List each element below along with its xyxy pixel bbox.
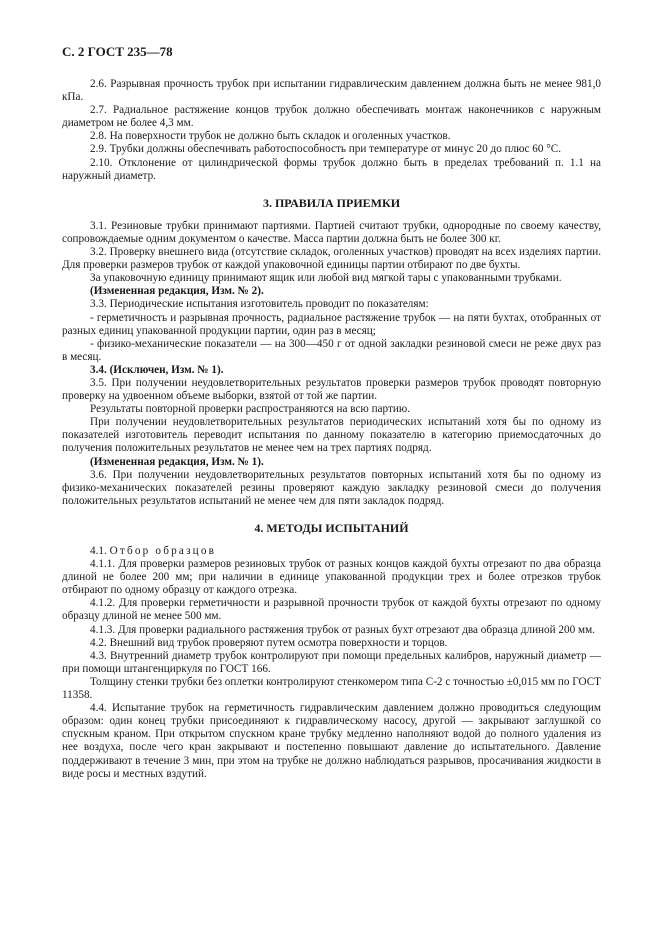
paragraph-2-6: 2.6. Разрывная прочность трубок при испытании гидравлическим давлением должна быть не менее 981,0 кПа. xyxy=(62,78,601,104)
section-3-title: 3. ПРАВИЛА ПРИЕМКИ xyxy=(262,195,401,210)
paragraph-3-5-cont: Результаты повторной проверки распространяются на всю партию. xyxy=(90,403,410,416)
page-header: С. 2 ГОСТ 235—78 xyxy=(62,44,173,59)
paragraph-4-1-2: 4.1.2. Для проверки герметичности и разрывной прочности трубок от каждой бухты отрезают по одному образцу длиной не менее 500 мм. xyxy=(62,597,601,623)
paragraph-2-10: 2.10. Отклонение от цилиндрической формы трубок должно быть в пределах требований п. 1.1 на наружный диаметр. xyxy=(62,156,601,182)
amendment-note: (Измененная редакция, Изм. № 1). xyxy=(90,455,264,468)
paragraph-3-2-cont: За упаковочную единицу принимают ящик или любой вид мягкой тары с упакованными трубками. xyxy=(90,272,562,285)
paragraph-4-1-heading: Отбор образцов xyxy=(109,545,217,557)
paragraph-4-3: 4.3. Внутренний диаметр трубок контролируют при помощи предельных калибров, наружный диаметр — при помощи штангенциркуля по ГОСТ 166. xyxy=(62,649,601,675)
paragraph-3-5-cont-2: При получении неудовлетворительных результатов периодических испытаний хотя бы по одному из показателей изготовитель переводит испытания по данному показателю в категорию приемосдаточных до получения положительных результатов не менее чем на трех партиях подряд. xyxy=(62,416,601,455)
paragraph-4-3-cont: Толщину стенки трубки без оплетки контролируют стенкомером типа С-2 с точностью ±0,015 мм по ГОСТ 11358. xyxy=(62,675,601,702)
paragraph-4-4: 4.4. Испытание трубок на герметичность гидравлическим давлением должно проводиться следующим образом: один конец трубки присоединяют к гидравлическому насосу, другой — закрывают заглушкой со спускным краном. При открытом спускном кране трубку медленно наполняют водой до полного удаления из нее воздуха, после чего кран закрывают и постепенно повышают давление до испытательного. Давление поддерживают в течение 3 мин, при этом на трубке не должно наблюдаться разрывов, просачивания жидкости в виде росы и местных вздутий. xyxy=(62,702,601,780)
paragraph-3-4: 3.4. (Исключен, Изм. № 1). xyxy=(90,363,224,376)
paragraph-3-3: 3.3. Периодические испытания изготовитель проводит по показателям: xyxy=(90,298,429,311)
paragraph-3-3-item-1: - герметичность и разрывная прочность, радиальное растяжение трубок — на пяти бухтах, отобранных от разных единиц упакованной продукции партии, один раз в месяц; xyxy=(62,311,601,337)
document-body xyxy=(62,78,601,781)
paragraph-4-1-3: 4.1.3. Для проверки радиального растяжения трубок от разных бухт отрезают два образца длиной 200 мм. xyxy=(90,623,595,636)
paragraph-3-1: 3.1. Резиновые трубки принимают партиями. Партией считают трубки, однородные по своему качеству, сопровождаемые одним документом о качестве. Масса партии должна быть не более 300 кг. xyxy=(62,219,601,245)
paragraph-2-7: 2.7. Радиальное растяжение концов трубок должно обеспечивать монтаж наконечников с наружным диаметром не более 4,3 мм. xyxy=(62,104,601,130)
paragraph-2-9: 2.9. Трубки должны обеспечивать работоспособность при температуре от минус 20 до плюс 60 °С. xyxy=(90,143,562,156)
paragraph-3-3-item-2: - физико-механические показатели — на 300—450 г от одной закладки резиновой смеси не реже двух раз в месяц. xyxy=(62,337,601,363)
paragraph-2-8: 2.8. На поверхности трубок не должно быть складок и оголенных участков. xyxy=(90,130,451,143)
paragraph-3-5: 3.5. При получении неудовлетворительных результатов проверки размеров трубок проводят повторную проверку на удвоенном объеме выборки, взятой от той же партии. xyxy=(62,376,601,403)
paragraph-4-2: 4.2. Внешний вид трубок проверяют путем осмотра поверхности и торцов. xyxy=(90,636,448,649)
section-4-title: 4. МЕТОДЫ ИСПЫТАНИЙ xyxy=(254,520,409,535)
amendment-note: (Измененная редакция, Изм. № 2). xyxy=(90,285,264,298)
paragraph-3-6: 3.6. При получении неудовлетворительных результатов повторных испытаний хотя бы по одному из физико-механических показателей резины проверяют каждую закладку резиновой смеси до получения положительных результатов испытаний не менее чем для пяти закладок подряд. xyxy=(62,468,601,507)
paragraph-3-2: 3.2. Проверку внешнего вида (отсутствие складок, оголенных участков) проводят на всех изделиях партии. Для проверки размеров трубок от каждой упаковочной единицы партии отбирают по две бухты. xyxy=(62,246,601,272)
paragraph-4-1 xyxy=(62,545,601,558)
paragraph-4-1-number: 4.1. xyxy=(90,545,107,557)
paragraph-4-1-1: 4.1.1. Для проверки размеров резиновых трубок от разных концов каждой бухты отрезают по два образца длиной не более 200 мм; при наличии в единице упакованной продукции трех и более отрезков трубок отбирают по одному образцу от каждого отрезка. xyxy=(62,558,601,597)
